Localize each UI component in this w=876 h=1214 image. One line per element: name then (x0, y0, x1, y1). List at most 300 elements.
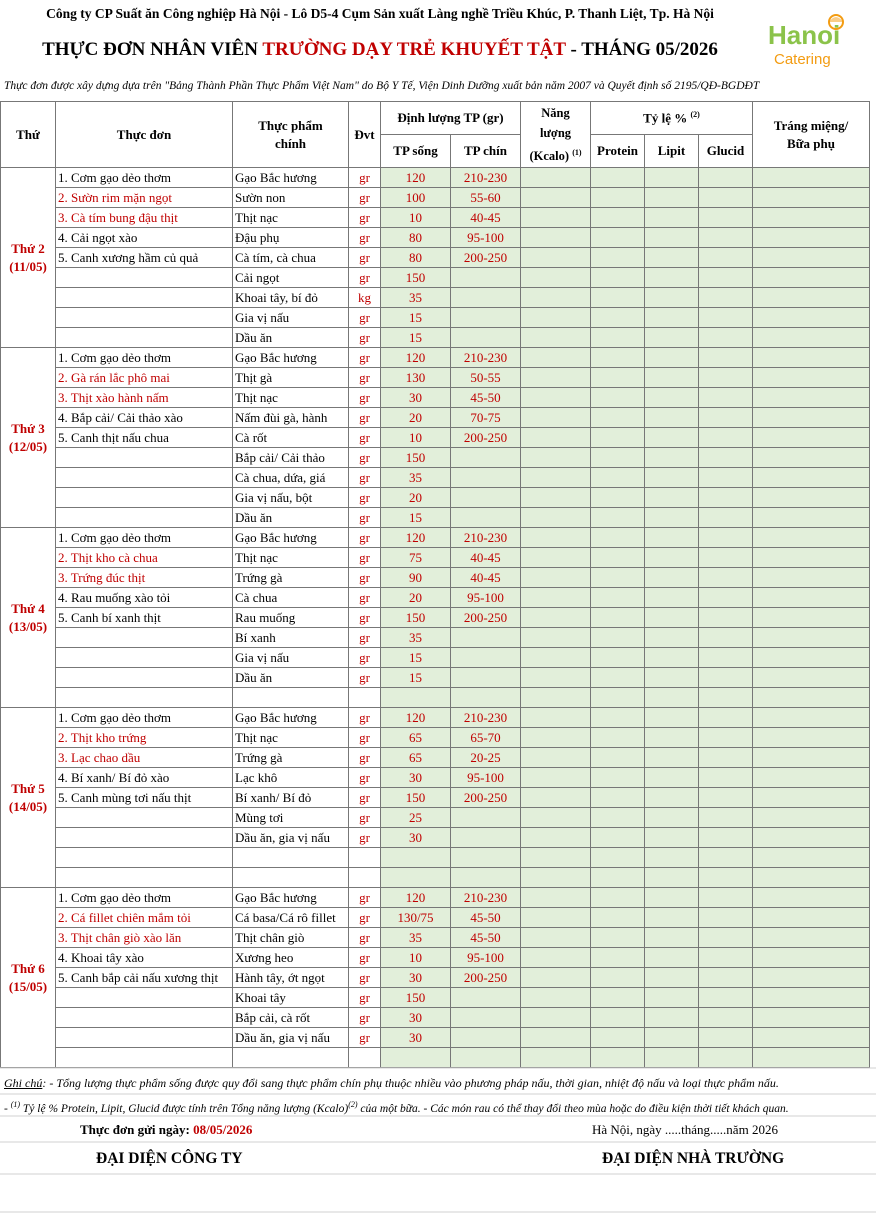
table-row (1, 468, 870, 488)
lipit-cell (645, 628, 699, 648)
raw-amount-cell: 15 (381, 328, 451, 348)
glucid-cell (699, 908, 753, 928)
lipit-cell (645, 428, 699, 448)
cooked-amount-cell (451, 488, 521, 508)
dessert-cell (753, 908, 870, 928)
protein-cell (591, 168, 645, 188)
glucid-cell (699, 328, 753, 348)
protein-cell (591, 948, 645, 968)
dish-cell: 3. Trứng đúc thịt (56, 568, 233, 588)
dish-cell (56, 828, 233, 848)
dish-cell (56, 328, 233, 348)
ingredient-cell: Gạo Bắc hương (233, 168, 349, 188)
lipit-cell (645, 288, 699, 308)
dish-cell (56, 1048, 233, 1068)
raw-amount-cell: 15 (381, 508, 451, 528)
raw-amount-cell: 65 (381, 728, 451, 748)
table-row (1, 828, 870, 848)
ingredient-cell: Sườn non (233, 188, 349, 208)
dish-cell: 1. Cơm gạo dẻo thơm (56, 168, 233, 188)
glucid-cell (699, 948, 753, 968)
dessert-cell (753, 1028, 870, 1048)
lipit-cell (645, 648, 699, 668)
protein-cell (591, 588, 645, 608)
ingredient-cell: Thịt nạc (233, 388, 349, 408)
unit-cell: gr (349, 708, 381, 728)
ingredient-cell: Trứng gà (233, 748, 349, 768)
lipit-cell (645, 748, 699, 768)
logo-text-hanoi: Hanoi (768, 20, 841, 50)
protein-cell (591, 788, 645, 808)
energy-cell (521, 928, 591, 948)
lipit-cell (645, 728, 699, 748)
glucid-cell (699, 188, 753, 208)
ingredient-cell: Gạo Bắc hương (233, 888, 349, 908)
protein-cell (591, 548, 645, 568)
ingredient-cell: Thịt gà (233, 368, 349, 388)
table-row (1, 188, 870, 208)
hanoi-catering-logo (764, 6, 869, 74)
cooked-amount-cell (451, 808, 521, 828)
lipit-cell (645, 308, 699, 328)
unit-cell: gr (349, 208, 381, 228)
dessert-cell (753, 628, 870, 648)
cooked-amount-cell: 55-60 (451, 188, 521, 208)
glucid-cell (699, 208, 753, 228)
table-row (1, 308, 870, 328)
energy-cell (521, 788, 591, 808)
dessert-cell (753, 308, 870, 328)
ingredient-cell: Cá basa/Cá rô fillet (233, 908, 349, 928)
raw-amount-cell: 15 (381, 308, 451, 328)
lipit-cell (645, 948, 699, 968)
energy-cell (521, 888, 591, 908)
day-label: Thứ 4 (13/05) (1, 528, 56, 708)
unit-cell: gr (349, 608, 381, 628)
unit-cell: gr (349, 468, 381, 488)
cooked-amount-cell: 45-50 (451, 908, 521, 928)
cooked-amount-cell (451, 628, 521, 648)
dish-cell: 4. Rau muống xào tỏi (56, 588, 233, 608)
protein-cell (591, 968, 645, 988)
raw-amount-cell: 130 (381, 368, 451, 388)
dessert-cell (753, 688, 870, 708)
protein-cell (591, 228, 645, 248)
dessert-cell (753, 608, 870, 628)
energy-cell (521, 508, 591, 528)
dessert-cell (753, 268, 870, 288)
protein-cell (591, 648, 645, 668)
protein-cell (591, 908, 645, 928)
dish-cell: 2. Cá fillet chiên mắm tỏi (56, 908, 233, 928)
lipit-cell (645, 788, 699, 808)
ingredient-cell: Bí xanh (233, 628, 349, 648)
cooked-amount-cell (451, 448, 521, 468)
place-date: Hà Nội, ngày .....tháng.....năm 2026 (592, 1122, 778, 1137)
ingredient-cell: Đậu phụ (233, 228, 349, 248)
lipit-cell (645, 848, 699, 868)
raw-amount-cell: 30 (381, 828, 451, 848)
glucid-cell (699, 488, 753, 508)
glucid-cell (699, 608, 753, 628)
glucid-cell (699, 708, 753, 728)
col-header-thu: Thứ (1, 102, 56, 168)
ingredient-cell (233, 1048, 349, 1068)
protein-cell (591, 508, 645, 528)
glucid-cell (699, 688, 753, 708)
dessert-cell (753, 808, 870, 828)
raw-amount-cell: 150 (381, 268, 451, 288)
ingredient-cell: Cà chua (233, 588, 349, 608)
table-row (1, 748, 870, 768)
cooked-amount-cell: 20-25 (451, 748, 521, 768)
raw-amount-cell: 15 (381, 668, 451, 688)
protein-cell (591, 868, 645, 888)
cooked-amount-cell: 45-50 (451, 928, 521, 948)
cooked-amount-cell: 210-230 (451, 528, 521, 548)
protein-cell (591, 248, 645, 268)
cooked-amount-cell: 65-70 (451, 728, 521, 748)
dessert-cell (753, 248, 870, 268)
raw-amount-cell (381, 868, 451, 888)
protein-cell (591, 568, 645, 588)
ingredient-cell: Dầu ăn, gia vị nấu (233, 828, 349, 848)
dish-cell: 5. Canh xương hầm củ quả (56, 248, 233, 268)
cooked-amount-cell: 95-100 (451, 228, 521, 248)
dish-cell (56, 468, 233, 488)
menu-table (0, 101, 870, 1068)
unit-cell: gr (349, 1028, 381, 1048)
protein-cell (591, 188, 645, 208)
dessert-cell (753, 928, 870, 948)
dessert-cell (753, 668, 870, 688)
cooked-amount-cell: 210-230 (451, 708, 521, 728)
unit-cell: gr (349, 308, 381, 328)
glucid-cell (699, 988, 753, 1008)
raw-amount-cell: 35 (381, 928, 451, 948)
table-row (1, 248, 870, 268)
table-row (1, 408, 870, 428)
cooked-amount-cell (451, 1008, 521, 1028)
unit-cell: gr (349, 248, 381, 268)
col-header-ty-le: Tỷ lệ % $^{(2)}$ (591, 102, 753, 135)
cooked-amount-cell (451, 468, 521, 488)
glucid-cell (699, 648, 753, 668)
lipit-cell (645, 688, 699, 708)
cooked-amount-cell (451, 868, 521, 888)
dessert-cell (753, 588, 870, 608)
dessert-cell (753, 768, 870, 788)
table-row (1, 908, 870, 928)
energy-cell (521, 648, 591, 668)
ingredient-cell: Thịt chân giò (233, 928, 349, 948)
table-row (1, 968, 870, 988)
protein-cell (591, 988, 645, 1008)
energy-cell (521, 948, 591, 968)
glucid-cell (699, 348, 753, 368)
protein-cell (591, 768, 645, 788)
glucid-cell (699, 528, 753, 548)
ingredient-cell (233, 848, 349, 868)
lipit-cell (645, 1048, 699, 1068)
raw-amount-cell: 100 (381, 188, 451, 208)
protein-cell (591, 888, 645, 908)
table-row (1, 1028, 870, 1048)
cooked-amount-cell (451, 508, 521, 528)
glucid-cell (699, 668, 753, 688)
unit-cell: gr (349, 528, 381, 548)
title-part2: - THÁNG 05/2026 (565, 39, 718, 60)
ingredient-cell: Lạc khô (233, 768, 349, 788)
cooked-amount-cell (451, 328, 521, 348)
dish-cell: 1. Cơm gạo dẻo thơm (56, 348, 233, 368)
dish-cell: 2. Thịt kho trứng (56, 728, 233, 748)
energy-cell (521, 288, 591, 308)
energy-cell (521, 268, 591, 288)
lipit-cell (645, 468, 699, 488)
glucid-cell (699, 1028, 753, 1048)
cooked-amount-cell: 200-250 (451, 428, 521, 448)
table-row (1, 168, 870, 188)
glucid-cell (699, 368, 753, 388)
lipit-cell (645, 528, 699, 548)
dessert-cell (753, 508, 870, 528)
cooked-amount-cell: 210-230 (451, 888, 521, 908)
cooked-amount-cell: 40-45 (451, 208, 521, 228)
dessert-cell (753, 328, 870, 348)
energy-cell (521, 328, 591, 348)
dish-cell (56, 868, 233, 888)
energy-cell (521, 448, 591, 468)
ingredient-cell: Rau muống (233, 608, 349, 628)
unit-cell: gr (349, 488, 381, 508)
lipit-cell (645, 608, 699, 628)
sent-date: Thực đơn gửi ngày: 08/05/2026 (80, 1122, 253, 1137)
lipit-cell (645, 328, 699, 348)
col-header-trang-mieng: Tráng miệng/ Bữa phụ (753, 102, 870, 168)
raw-amount-cell: 25 (381, 808, 451, 828)
glucid-cell (699, 968, 753, 988)
dessert-cell (753, 848, 870, 868)
protein-cell (591, 1008, 645, 1028)
energy-cell (521, 548, 591, 568)
dish-cell (56, 1008, 233, 1028)
unit-cell: gr (349, 948, 381, 968)
table-row (1, 848, 870, 868)
dessert-cell (753, 288, 870, 308)
dish-cell: 5. Canh thịt nấu chua (56, 428, 233, 448)
dessert-cell (753, 468, 870, 488)
dessert-cell (753, 188, 870, 208)
energy-cell (521, 208, 591, 228)
unit-cell: gr (349, 968, 381, 988)
dessert-cell (753, 1008, 870, 1028)
ingredient-cell: Gạo Bắc hương (233, 528, 349, 548)
page-title (0, 30, 760, 70)
dish-cell (56, 448, 233, 468)
dish-cell: 2. Thịt kho cà chua (56, 548, 233, 568)
raw-amount-cell: 130/75 (381, 908, 451, 928)
raw-amount-cell: 120 (381, 888, 451, 908)
table-row (1, 208, 870, 228)
unit-cell: gr (349, 828, 381, 848)
dessert-cell (753, 388, 870, 408)
energy-cell (521, 968, 591, 988)
lipit-cell (645, 188, 699, 208)
glucid-cell (699, 548, 753, 568)
dish-cell (56, 668, 233, 688)
unit-cell: gr (349, 548, 381, 568)
glucid-cell (699, 628, 753, 648)
ingredient-cell: Dầu ăn, gia vị nấu (233, 1028, 349, 1048)
energy-cell (521, 608, 591, 628)
energy-cell (521, 368, 591, 388)
unit-cell: gr (349, 768, 381, 788)
glucid-cell (699, 248, 753, 268)
col-header-protein: Protein (591, 135, 645, 168)
glucid-cell (699, 1048, 753, 1068)
energy-cell (521, 348, 591, 368)
dish-cell (56, 848, 233, 868)
dish-cell: 4. Bí xanh/ Bí đỏ xào (56, 768, 233, 788)
col-header-glucid: Glucid (699, 135, 753, 168)
lipit-cell (645, 1008, 699, 1028)
raw-amount-cell: 80 (381, 228, 451, 248)
lipit-cell (645, 888, 699, 908)
raw-amount-cell: 10 (381, 428, 451, 448)
footnote-2: - $^{(1)}$ Tỷ lệ % Protein, Lipit, Glucid được tính trên Tổng năng lượng (Kcalo)$^{(2)}$ của một bữa. - Các món rau có thể thay đổi theo mùa hoặc do điều kiện thời tiết khách quan. (4, 1100, 789, 1115)
lipit-cell (645, 588, 699, 608)
dessert-cell (753, 828, 870, 848)
lipit-cell (645, 908, 699, 928)
table-row (1, 268, 870, 288)
raw-amount-cell: 150 (381, 608, 451, 628)
table-row (1, 808, 870, 828)
cooked-amount-cell: 95-100 (451, 588, 521, 608)
day-label: Thứ 2 (11/05) (1, 168, 56, 348)
energy-cell (521, 708, 591, 728)
unit-cell: gr (349, 888, 381, 908)
energy-cell (521, 468, 591, 488)
energy-cell (521, 1028, 591, 1048)
unit-cell: gr (349, 348, 381, 368)
unit-cell: kg (349, 288, 381, 308)
protein-cell (591, 208, 645, 228)
energy-cell (521, 388, 591, 408)
dessert-cell (753, 528, 870, 548)
lipit-cell (645, 1028, 699, 1048)
cooked-amount-cell: 95-100 (451, 768, 521, 788)
ingredient-cell (233, 868, 349, 888)
table-row (1, 288, 870, 308)
glucid-cell (699, 808, 753, 828)
glucid-cell (699, 428, 753, 448)
col-header-dvt: Đvt (349, 102, 381, 168)
ingredient-cell: Dầu ăn (233, 328, 349, 348)
protein-cell (591, 1048, 645, 1068)
company-representative: ĐẠI DIỆN CÔNG TY (96, 1150, 243, 1167)
dish-cell (56, 268, 233, 288)
table-row (1, 448, 870, 468)
protein-cell (591, 1028, 645, 1048)
dish-cell (56, 988, 233, 1008)
ingredient-cell: Nấm đùi gà, hành (233, 408, 349, 428)
glucid-cell (699, 268, 753, 288)
energy-cell (521, 808, 591, 828)
energy-cell (521, 628, 591, 648)
cooked-amount-cell: 45-50 (451, 388, 521, 408)
cooked-amount-cell: 70-75 (451, 408, 521, 428)
unit-cell: gr (349, 508, 381, 528)
lipit-cell (645, 388, 699, 408)
protein-cell (591, 688, 645, 708)
lipit-cell (645, 488, 699, 508)
ingredient-cell: Bắp cải, cà rốt (233, 1008, 349, 1028)
ingredient-cell: Gia vị nấu, bột (233, 488, 349, 508)
raw-amount-cell: 65 (381, 748, 451, 768)
dish-cell: 3. Lạc chao dầu (56, 748, 233, 768)
unit-cell: gr (349, 988, 381, 1008)
lipit-cell (645, 868, 699, 888)
unit-cell: gr (349, 748, 381, 768)
table-row (1, 388, 870, 408)
energy-cell (521, 1008, 591, 1028)
unit-cell: gr (349, 928, 381, 948)
unit-cell: gr (349, 408, 381, 428)
ingredient-cell: Cà rốt (233, 428, 349, 448)
protein-cell (591, 288, 645, 308)
ingredient-cell: Khoai tây (233, 988, 349, 1008)
dessert-cell (753, 968, 870, 988)
glucid-cell (699, 288, 753, 308)
raw-amount-cell: 30 (381, 968, 451, 988)
energy-cell (521, 488, 591, 508)
protein-cell (591, 668, 645, 688)
dessert-cell (753, 708, 870, 728)
dish-cell: 2. Sườn rim mặn ngọt (56, 188, 233, 208)
cooked-amount-cell (451, 268, 521, 288)
ingredient-cell: Thịt nạc (233, 208, 349, 228)
table-row (1, 868, 870, 888)
lipit-cell (645, 928, 699, 948)
lipit-cell (645, 808, 699, 828)
raw-amount-cell: 10 (381, 208, 451, 228)
unit-cell: gr (349, 388, 381, 408)
cooked-amount-cell (451, 828, 521, 848)
raw-amount-cell: 35 (381, 628, 451, 648)
dish-cell (56, 648, 233, 668)
energy-cell (521, 848, 591, 868)
col-header-lipit: Lipit (645, 135, 699, 168)
col-header-tp-song: TP sống (381, 135, 451, 168)
table-row (1, 728, 870, 748)
col-header-thuc-don: Thực đơn (56, 102, 233, 168)
lipit-cell (645, 668, 699, 688)
lipit-cell (645, 968, 699, 988)
unit-cell (349, 1048, 381, 1068)
raw-amount-cell: 120 (381, 528, 451, 548)
col-header-tp-chin: TP chín (451, 135, 521, 168)
cooked-amount-cell: 40-45 (451, 548, 521, 568)
glucid-cell (699, 308, 753, 328)
glucid-cell (699, 568, 753, 588)
energy-cell (521, 588, 591, 608)
ingredient-cell: Mùng tơi (233, 808, 349, 828)
dessert-cell (753, 208, 870, 228)
lipit-cell (645, 708, 699, 728)
ingredient-cell: Gia vị nấu (233, 308, 349, 328)
lipit-cell (645, 448, 699, 468)
